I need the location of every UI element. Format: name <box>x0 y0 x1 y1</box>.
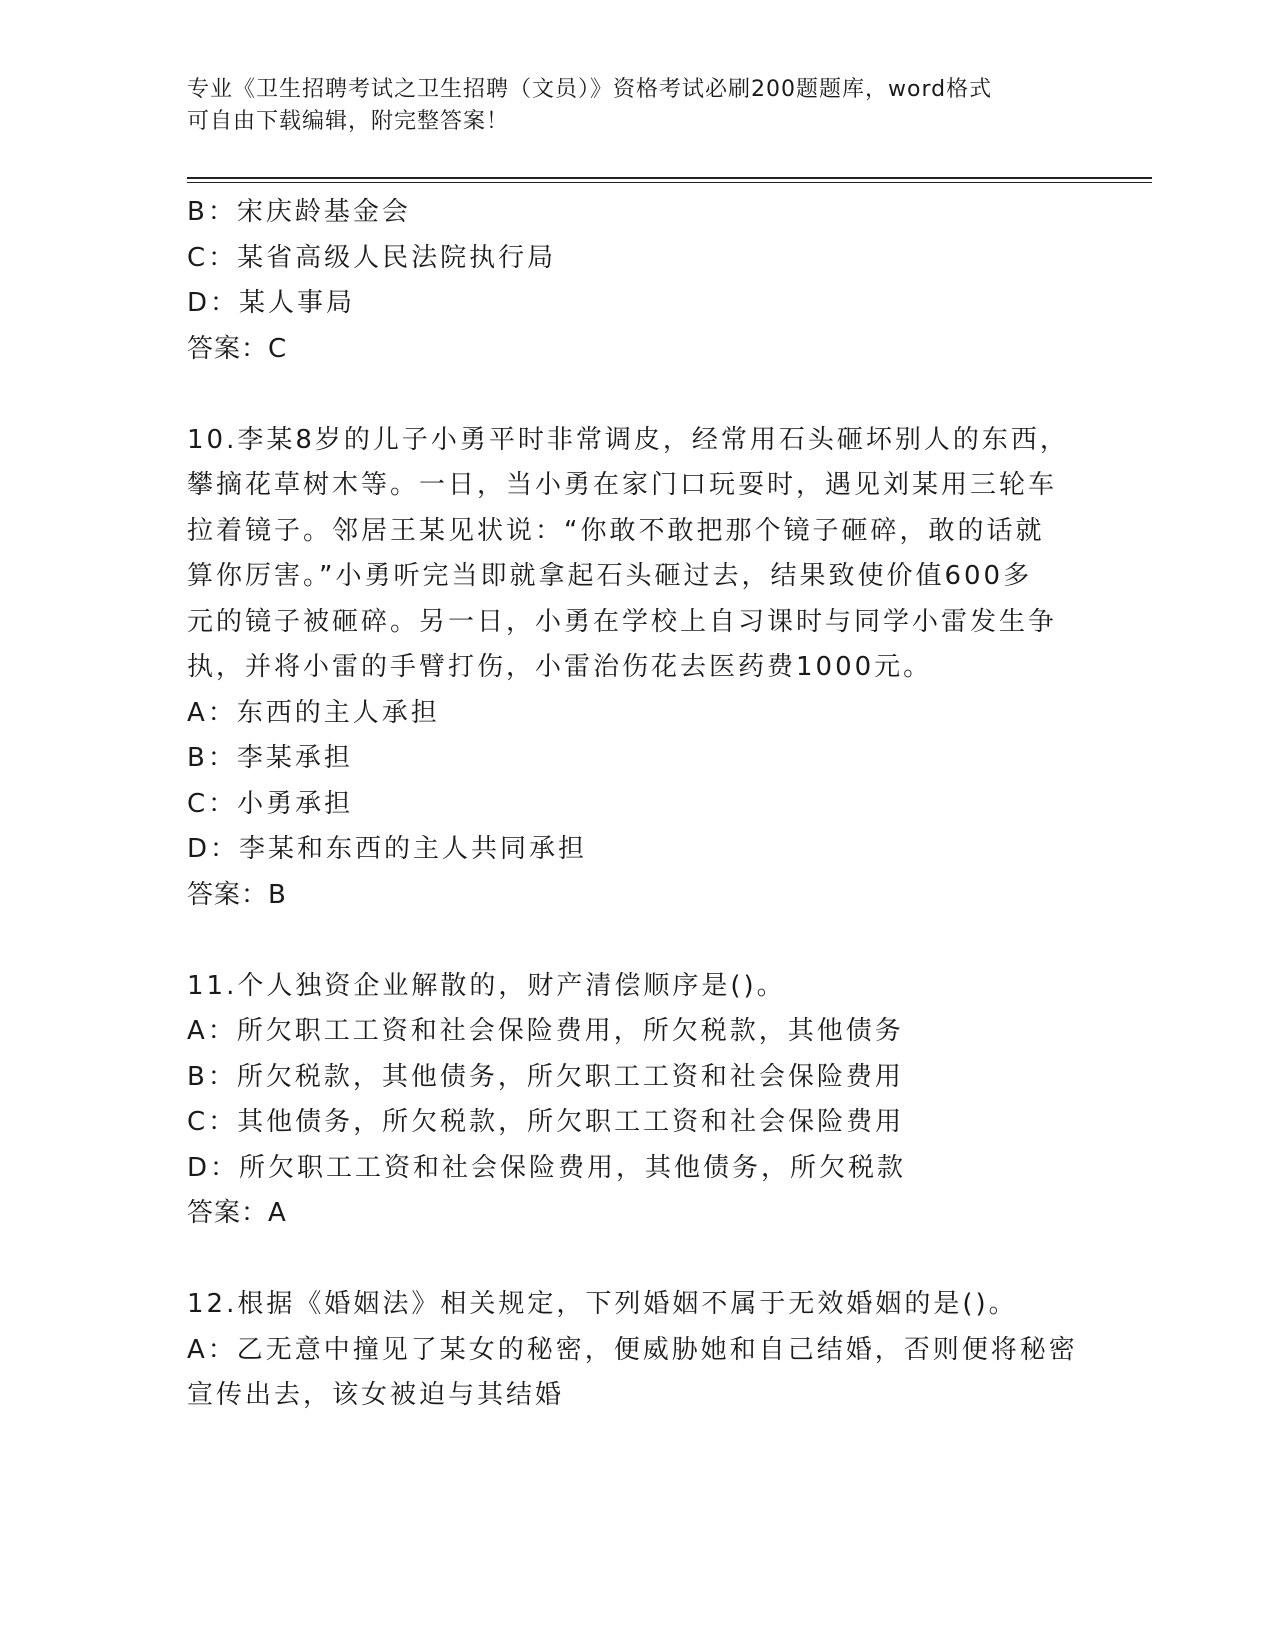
option-d: D：所欠职工工资和社会保险费用，其他债务，所欠税款 <box>187 1152 907 1183</box>
option-a: A：东西的主人承担 <box>187 697 440 728</box>
question-12 <box>187 1282 1078 1419</box>
question-stem-line: 10.李某8岁的儿子小勇平时非常调皮，经常用石头砸坏别人的东西， <box>187 424 1069 455</box>
question-9 <box>187 190 1067 372</box>
option-d: D：某人事局 <box>187 288 356 318</box>
question-stem-line: 执，并将小雷的手臂打伤，小雷治伤花去医药费1000元。 <box>187 652 933 682</box>
option-a: A：乙无意中撞见了某女的秘密，便威胁她和自己结婚，否则便将秘密 <box>187 1334 1078 1365</box>
question-gap <box>187 1237 1067 1283</box>
question-stem-line: 元的镜子被砸碎。另一日，小勇在学校上自习课时与同学小雷发生争 <box>187 606 1058 637</box>
question-10 <box>187 418 1067 919</box>
option-c: C：其他债务，所欠税款，所欠职工工资和社会保险费用 <box>187 1107 905 1137</box>
question-stem-line: 拉着镜子。邻居王某见状说：“你敢不敢把那个镜子砸碎，敢的话就 <box>187 515 1045 546</box>
option-a: A：所欠职工工资和社会保险费用，所欠税款，其他债务 <box>187 1016 904 1046</box>
header-divider-thick <box>187 177 1152 179</box>
header-line-2: 可自由下载编辑，附完整答案！ <box>187 109 510 134</box>
question-stem: 11.个人独资企业解散的，财产清偿顺序是()。 <box>187 970 786 1001</box>
answer-line: 答案：C <box>187 333 288 364</box>
option-b: B：宋庆龄基金会 <box>187 197 411 227</box>
answer-line: 答案：B <box>187 879 287 910</box>
question-gap <box>187 372 1067 418</box>
question-content <box>187 190 1078 1419</box>
question-stem-line: 攀摘花草树木等。一日，当小勇在家门口玩耍时，遇见刘某用三轮车 <box>187 470 1058 500</box>
document-header <box>187 74 1087 138</box>
question-stem: 12.根据《婚姻法》相关规定，下列婚姻不属于无效婚姻的是()。 <box>187 1289 1018 1319</box>
question-11 <box>187 964 1067 1237</box>
option-b: B：所欠税款，其他债务，所欠职工工资和社会保险费用 <box>187 1061 904 1092</box>
option-b: B：李某承担 <box>187 743 353 773</box>
option-c: C：某省高级人民法院执行局 <box>187 242 557 273</box>
header-divider-thin <box>187 182 1152 183</box>
question-gap <box>187 918 1067 964</box>
question-stem-line: 算你厉害。”小勇听完当即就拿起石头砸过去，结果致使价值600多 <box>187 561 1033 591</box>
option-a-continued: 宣传出去，该女被迫与其结婚 <box>187 1380 565 1410</box>
option-d: D：李某和东西的主人共同承担 <box>187 834 588 864</box>
answer-line: 答案：A <box>187 1198 287 1228</box>
option-c: C：小勇承担 <box>187 788 354 819</box>
header-line-1: 专业《卫生招聘考试之卫生招聘（文员）》资格考试必刷200题题库，word格式 <box>187 77 993 102</box>
